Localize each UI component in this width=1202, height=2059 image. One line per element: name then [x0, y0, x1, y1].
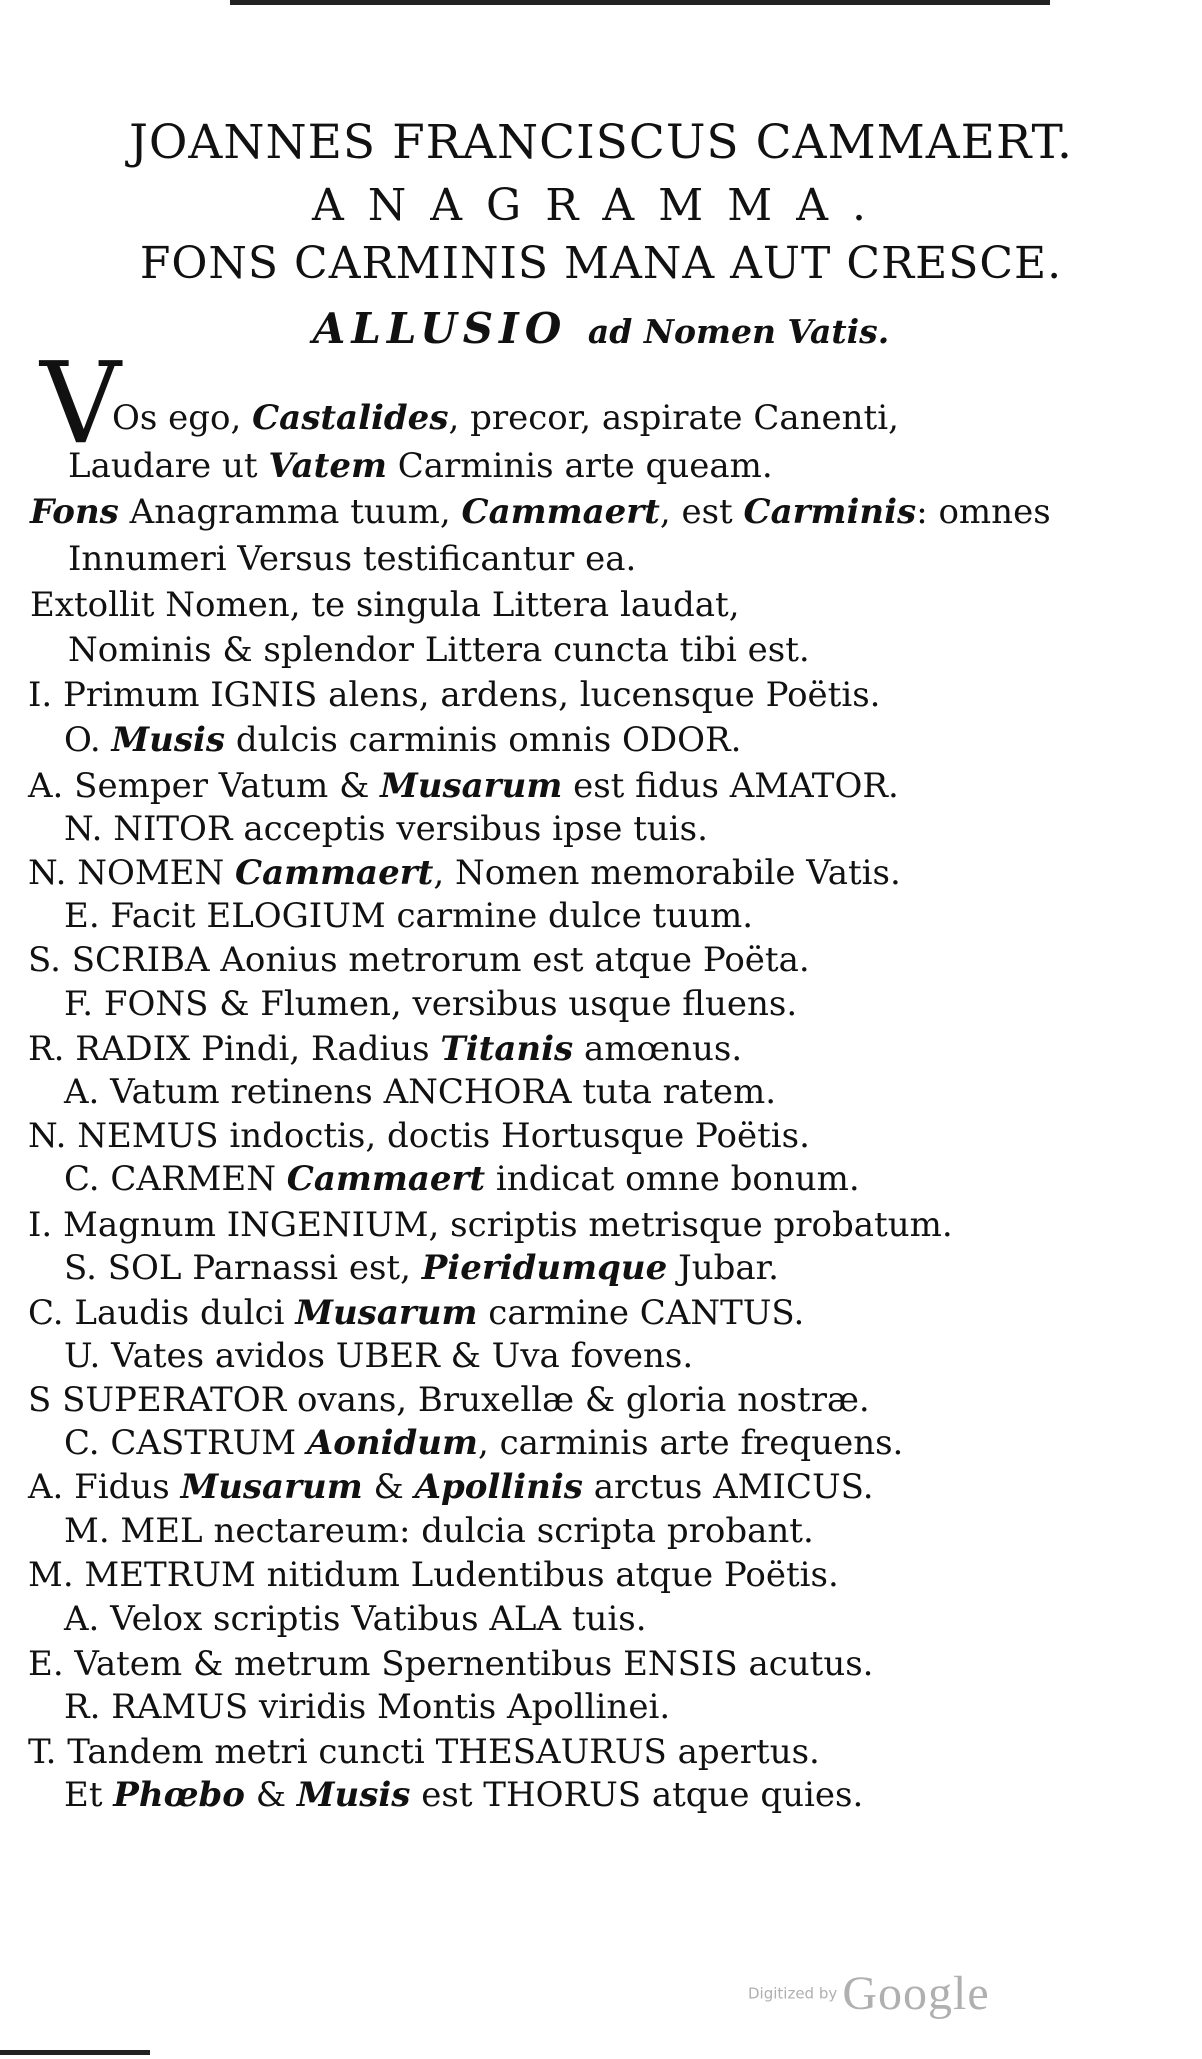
poem-line: [28, 1029, 743, 1069]
verse-text: A. Fidus: [28, 1467, 181, 1507]
poem-line: [68, 446, 773, 486]
poem-line: [64, 1248, 779, 1288]
italic-word: Cammaert: [235, 853, 434, 893]
bottom-edge-rule: [0, 2050, 150, 2055]
verse-text: A. Velox scriptis Vatibus ALA tuis.: [64, 1599, 647, 1639]
verse-text: Extollit Nomen, te singula Littera laudat,: [30, 585, 740, 625]
verse-text: carmine CANTUS.: [477, 1293, 805, 1333]
poem-line: [68, 630, 810, 670]
verse-text: , precor, aspirate Canenti,: [448, 398, 899, 438]
verse-text: U. Vates avidos UBER & Uva fovens.: [64, 1336, 694, 1376]
poem-line: [28, 1555, 839, 1595]
poem-line: [28, 940, 810, 980]
verse-text: Nominis & splendor Littera cuncta tibi est.: [68, 630, 810, 670]
italic-word: Musarum: [295, 1293, 478, 1333]
verse-text: dulcis carminis omnis ODOR.: [225, 720, 742, 760]
poem-line: [64, 1336, 694, 1376]
verse-text: F. FONS & Flumen, versibus usque fluens.: [64, 984, 798, 1024]
poem-line: [28, 1467, 874, 1507]
verse-text: M. MEL nectareum: dulcia scripta probant.: [64, 1511, 814, 1551]
verse-text: S. SOL Parnassi est,: [64, 1248, 422, 1288]
verse-text: N. NOMEN: [28, 853, 236, 893]
verse-text: arctus AMICUS.: [582, 1467, 874, 1507]
italic-word: Musarum: [380, 766, 563, 806]
verse-text: I. Magnum INGENIUM, scriptis metrisque probatum.: [28, 1205, 953, 1245]
poem-line: [68, 539, 637, 579]
verse-text: , est: [659, 492, 744, 532]
poem-line: [28, 766, 899, 806]
italic-word: Pieridumque: [421, 1248, 668, 1288]
italic-word: Cammaert: [461, 492, 660, 532]
verse-text: Anagramma tuum,: [118, 492, 462, 532]
verse-text: C. Laudis dulci: [28, 1293, 296, 1333]
poem-line: [64, 1159, 860, 1199]
italic-word: Apollinis: [414, 1467, 583, 1507]
poem-line: [28, 1644, 874, 1684]
poem-line: [28, 1293, 805, 1333]
poem-line: [64, 1072, 777, 1112]
poem-line: [30, 585, 740, 625]
italic-word: Cammaert: [286, 1159, 486, 1199]
poem-line: [64, 1687, 671, 1727]
italic-word: Carminis: [743, 492, 917, 532]
verse-text: M. METRUM nitidum Ludentibus atque Poëtis.: [28, 1555, 839, 1595]
poem-line: [28, 1380, 870, 1420]
italic-word: Castalides: [252, 398, 449, 438]
verse-text: Laudare ut: [68, 446, 269, 486]
poem-line: [64, 1775, 864, 1815]
poem-line: [112, 398, 899, 438]
verse-text: est THORUS atque quies.: [410, 1775, 864, 1815]
verse-text: I. Primum IGNIS alens, ardens, lucensque Poëtis.: [28, 675, 881, 715]
allusio-heading: [0, 304, 1202, 353]
verse-text: : omnes: [916, 492, 1051, 532]
italic-word: Fons: [30, 492, 119, 532]
poem-line: [64, 809, 708, 849]
italic-word: Vatem: [268, 446, 387, 486]
allusio-word: ALLUSIO: [312, 304, 568, 353]
verse-text: , Nomen memorabile Vatis.: [433, 853, 901, 893]
verse-text: C. CASTRUM: [64, 1423, 307, 1463]
verse-text: Et: [64, 1775, 114, 1815]
poem-line: [64, 896, 754, 936]
italic-word: Titanis: [440, 1029, 574, 1069]
poem-line: [28, 1732, 820, 1772]
poem-line: [30, 492, 1051, 532]
allusio-rest: ad Nomen Vatis.: [587, 312, 890, 351]
verse-text: Jubar.: [667, 1248, 779, 1288]
verse-text: A. Vatum retinens ANCHORA tuta ratem.: [64, 1072, 777, 1112]
verse-text: R. RADIX Pindi, Radius: [28, 1029, 441, 1069]
italic-word: Aonidum: [306, 1423, 479, 1463]
dedicatee-name: JOANNES FRANCISCUS CAMMAERT.: [129, 115, 1073, 170]
verse-text: R. RAMUS viridis Montis Apollinei.: [64, 1687, 671, 1727]
top-edge-rule: [230, 0, 1050, 5]
verse-text: T. Tandem metri cuncti THESAURUS apertus.: [28, 1732, 820, 1772]
poem-line: [28, 675, 881, 715]
verse-text: E. Facit ELOGIUM carmine dulce tuum.: [64, 896, 754, 936]
italic-word: Musarum: [180, 1467, 363, 1507]
poem-line: [64, 1511, 814, 1551]
verse-text: Carminis arte queam.: [386, 446, 773, 486]
verse-text: &: [362, 1467, 415, 1507]
verse-text: indicat omne bonum.: [485, 1159, 860, 1199]
verse-text: A. Semper Vatum &: [28, 766, 381, 806]
poem-line: [64, 1423, 904, 1463]
poem-line: [64, 1599, 647, 1639]
digitized-watermark: [748, 1966, 990, 2021]
watermark-small-text: Digitized by: [748, 1984, 838, 2003]
anagram-text: FONS CARMINIS MANA AUT CRESCE.: [139, 238, 1063, 289]
verse-text: E. Vatem & metrum Spernentibus ENSIS acutus.: [28, 1644, 874, 1684]
poem-line: [28, 853, 901, 893]
verse-text: S SUPERATOR ovans, Bruxellæ & gloria nostræ.: [28, 1380, 870, 1420]
italic-word: Musis: [296, 1775, 411, 1815]
anagram-label: ANAGRAMMA.: [312, 180, 890, 231]
verse-text: O.: [64, 720, 112, 760]
italic-word: Musis: [111, 720, 226, 760]
poem-line: [28, 1205, 953, 1245]
italic-word: Phœbo: [113, 1775, 245, 1815]
verse-text: Innumeri Versus testificantur ea.: [68, 539, 637, 579]
verse-text: Os ego,: [112, 398, 253, 438]
verse-text: &: [244, 1775, 297, 1815]
verse-text: N. NITOR acceptis versibus ipse tuis.: [64, 809, 708, 849]
verse-text: est fidus AMATOR.: [562, 766, 899, 806]
verse-text: C. CARMEN: [64, 1159, 287, 1199]
poem-line: [64, 720, 742, 760]
verse-text: S. SCRIBA Aonius metrorum est atque Poëta.: [28, 940, 810, 980]
verse-text: N. NEMUS indoctis, doctis Hortusque Poëtis.: [28, 1116, 810, 1156]
verse-text: , carminis arte frequens.: [478, 1423, 904, 1463]
verse-text: amœnus.: [573, 1029, 743, 1069]
poem-line: [28, 1116, 810, 1156]
watermark-google-logo: Google: [842, 1967, 990, 2020]
poem-line: [64, 984, 798, 1024]
drop-cap: V: [40, 339, 121, 469]
